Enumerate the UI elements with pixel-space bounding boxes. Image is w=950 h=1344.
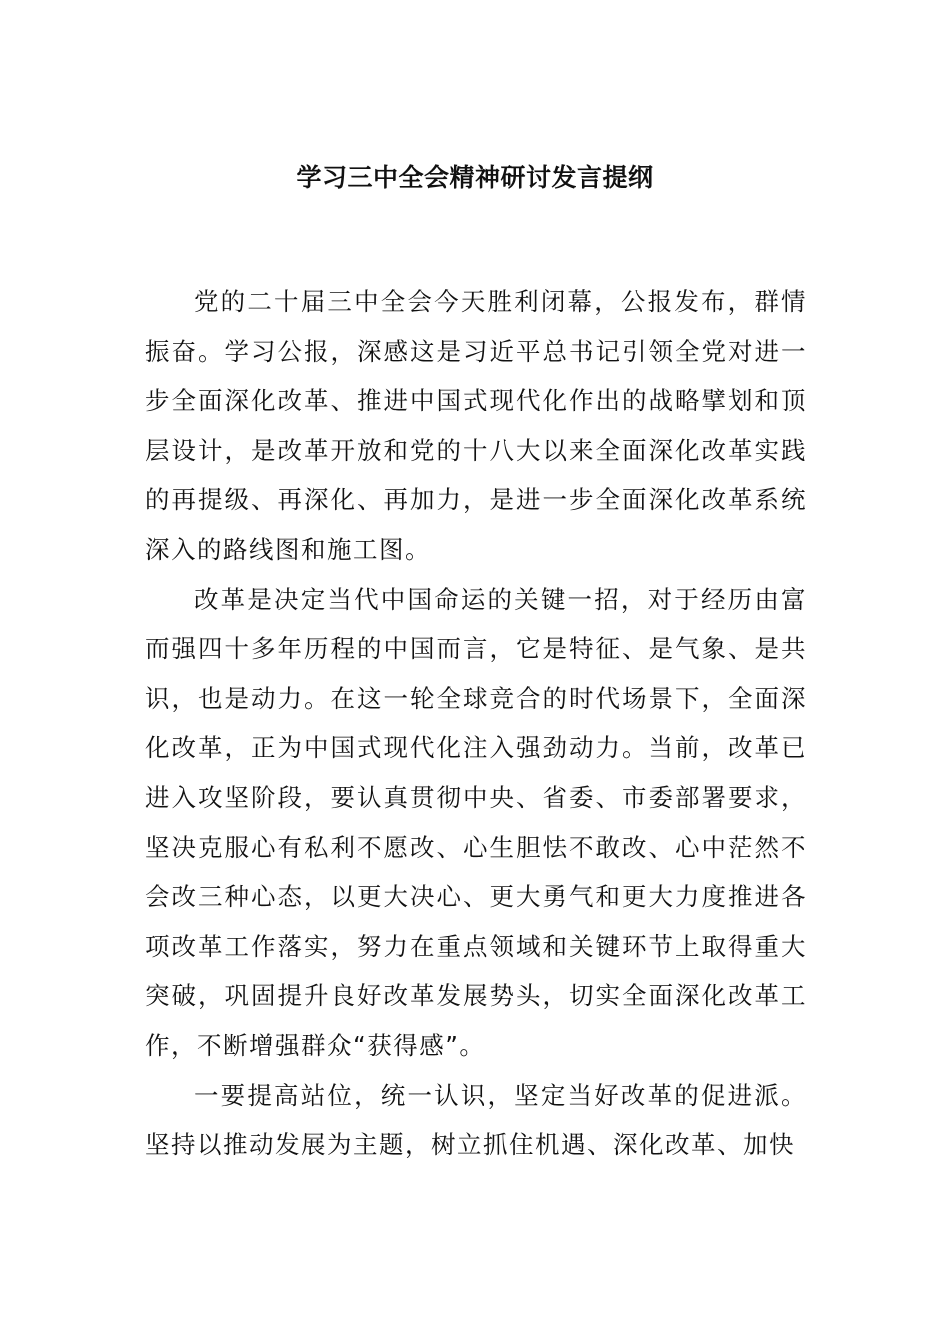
paragraph: 党的二十届三中全会今天胜利闭幕，公报发布，群情振奋。学习公报，深感这是习近平总书记引领全党对进一步全面深化改革、推进中国式现代化作出的战略擘划和顶层设计，是改革开放和党的十八大以来全面深化改革实践的再提级、再深化、再加力，是进一步全面深化改革系统深入的路线图和施工图。 [145, 287, 807, 564]
document-body [145, 277, 807, 1170]
document-title: 学习三中全会精神研讨发言提纲 [296, 163, 654, 192]
paragraph: 一要提高站位，统一认识，坚定当好改革的促进派。坚持以推动发展为主题，树立抓住机遇、深化改革、加快 [145, 1080, 807, 1160]
paragraph: 改革是决定当代中国命运的关键一招，对于经历由富而强四十多年历程的中国而言，它是特征、是气象、是共识，也是动力。在这一轮全球竞合的时代场景下，全面深化改革，正为中国式现代化注入强劲动力。当前，改革已进入攻坚阶段，要认真贯彻中央、省委、市委部署要求，坚决克服心有私利不愿改、心生胆怯不敢改、心中茫然不会改三种心态，以更大决心、更大勇气和更大力度推进各项改革工作落实，努力在重点领域和关键环节上取得重大突破，巩固提升良好改革发展势头，切实全面深化改革工作，不断增强群众“获得感”。 [145, 584, 807, 1060]
